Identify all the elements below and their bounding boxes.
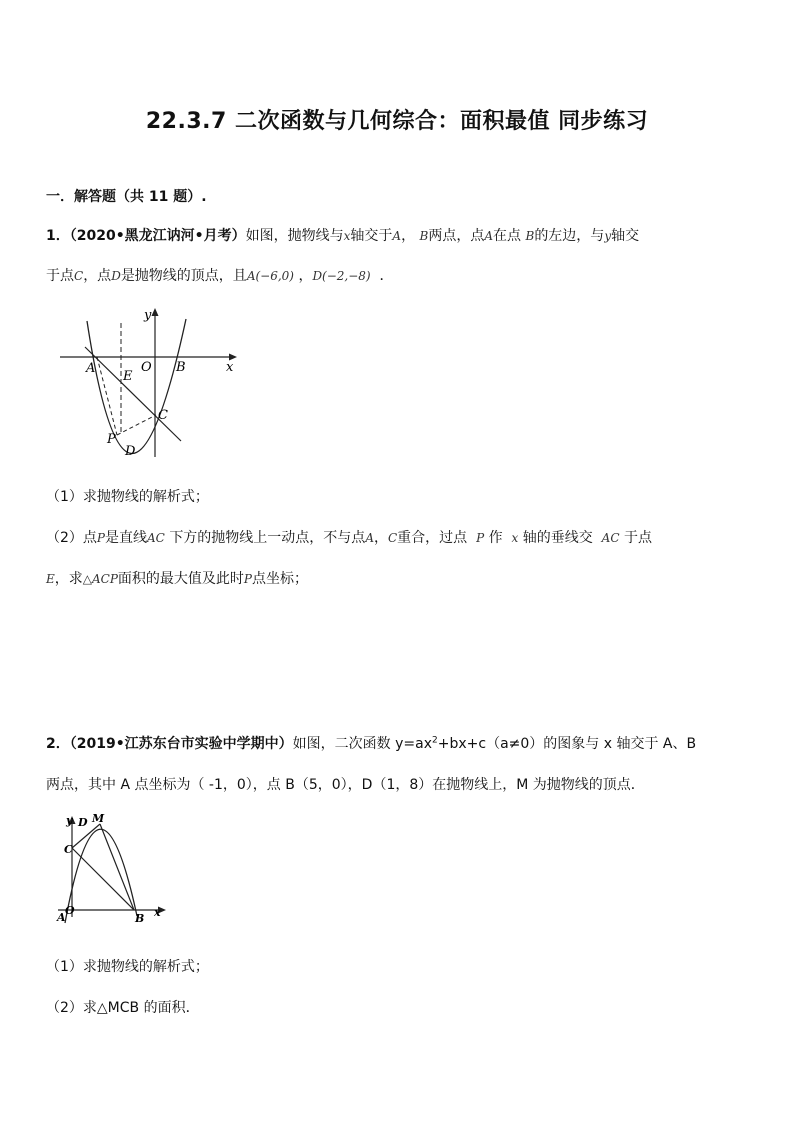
q1-line-2 <box>46 266 394 286</box>
q1-math-P: P <box>476 531 485 545</box>
q1-text: ． <box>379 268 394 284</box>
q2-fig-label-y: y <box>66 814 73 827</box>
q2-fig-label-B: B <box>135 912 145 925</box>
q2-number: 2． <box>46 736 70 752</box>
q1-text: 轴的垂线交 <box>522 530 593 546</box>
q1-math-A: A <box>484 229 494 243</box>
q1-math-B: B <box>419 229 429 243</box>
q1-math-AC: AC <box>601 531 620 545</box>
q1-text: 点坐标； <box>252 571 308 587</box>
q1-text: 轴交 <box>611 228 640 244</box>
q2-figure <box>52 811 177 926</box>
q1-text: 面积的最大值及此时 <box>117 571 244 587</box>
q1-text: ， <box>401 228 416 244</box>
q1-fig-label-P: P <box>107 432 116 447</box>
q1-text: 于点 <box>623 530 652 546</box>
q1-math-A-coord: A(−6,0) <box>246 269 294 283</box>
q1-text: ， <box>298 268 313 284</box>
q2-text: +bx+c（a≠0）的图象与 x 轴交于 A、B <box>437 736 697 752</box>
q1-text: 如图，抛物线与 <box>245 228 344 244</box>
q1-text: （2）点 <box>46 530 97 546</box>
q1-sub2-line-2 <box>46 569 308 589</box>
q1-figure <box>55 305 245 465</box>
q1-math-P: P <box>243 572 252 586</box>
q1-fig-label-y: y <box>144 308 152 323</box>
q1-text: ，点 <box>83 268 112 284</box>
q2-line-1 <box>46 734 696 754</box>
q1-text: ， <box>373 530 388 546</box>
q1-math-triangle: △ACP <box>82 572 118 586</box>
q1-math-AC: AC <box>147 531 165 545</box>
q2-sub2: （2）求△MCB 的面积． <box>46 1000 200 1016</box>
q1-math-A: A <box>392 229 402 243</box>
q1-text: 是直线 <box>105 530 147 546</box>
q1-fig-label-B: B <box>176 360 186 375</box>
q1-math-D-coord: D(−2,−8) <box>312 269 371 283</box>
q1-math-B: B <box>525 229 535 243</box>
q1-text: 重合，过点 <box>397 530 468 546</box>
q1-math-C: C <box>74 269 84 283</box>
q1-math-y: y <box>604 229 612 243</box>
q2-fig-label-M: M <box>92 812 105 825</box>
q2-text: 如图，二次函数 y=ax <box>292 736 433 752</box>
q2-fig-label-O: O <box>65 904 75 917</box>
q2-fig-label-D: D <box>78 816 88 829</box>
q1-sub2-line-1 <box>46 528 652 548</box>
q1-text: 两点，点 <box>428 228 485 244</box>
q2-fig-label-x: x <box>154 906 161 919</box>
q1-math-E: E <box>46 572 55 586</box>
q2-fig-label-C: C <box>64 843 73 856</box>
q1-fig-label-x: x <box>226 360 234 375</box>
q1-math-A: A <box>365 531 374 545</box>
q2-fig-label-A: A <box>57 911 66 924</box>
q1-text: 于点 <box>46 268 74 284</box>
q1-source: （2020•黑龙江讷河•月考） <box>69 228 246 244</box>
q1-fig-label-C: C <box>158 408 168 423</box>
q1-fig-label-E: E <box>123 369 133 384</box>
q1-text: 下方的抛物线上一动点，不与点 <box>169 530 366 546</box>
q1-text: 的左边，与 <box>534 228 605 244</box>
q1-math-P: P <box>96 531 105 545</box>
q2-source: （2019•江苏东台市实验中学期中） <box>69 736 293 752</box>
q2-line-2: 两点，其中 A 点坐标为（ -1，0），点 B（5，0），D（1，8）在抛物线上，M 为抛物线的顶点． <box>46 777 645 793</box>
q1-text: ，求 <box>54 571 83 587</box>
q1-math-x: x <box>343 229 351 243</box>
q1-text: 作 <box>488 530 503 546</box>
q1-text: 轴交于 <box>350 228 393 244</box>
q1-number: 1． <box>46 228 70 244</box>
q2-superscript: 2 <box>432 735 438 746</box>
section-heading: 一．解答题（共 11 题）. <box>46 189 207 205</box>
q1-fig-label-A: A <box>86 361 96 376</box>
q1-math-D: D <box>111 269 121 283</box>
q1-sub1: （1）求抛物线的解析式； <box>46 489 209 505</box>
q1-line-1 <box>46 226 639 246</box>
q1-text: 是抛物线的顶点，且 <box>120 268 247 284</box>
q2-sub1: （1）求抛物线的解析式； <box>46 959 209 975</box>
page-title: 22.3.7 二次函数与几何综合：面积最值 同步练习 <box>145 109 649 134</box>
q1-math-C: C <box>387 531 398 545</box>
q1-fig-label-D: D <box>125 444 136 459</box>
q1-text: 在点 <box>493 228 522 244</box>
q1-math-x: x <box>511 531 519 545</box>
q1-fig-label-O: O <box>141 360 152 375</box>
